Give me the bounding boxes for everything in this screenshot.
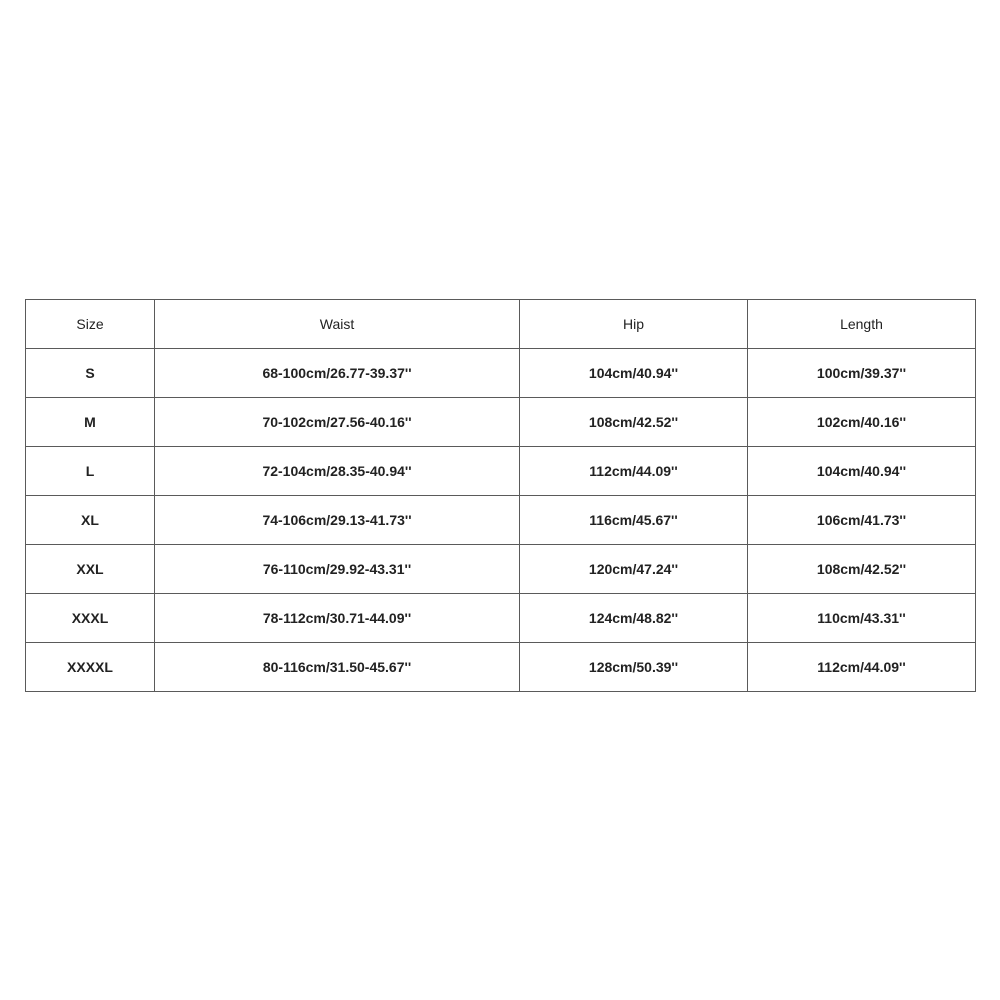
cell-size: S — [26, 349, 155, 398]
header-waist: Waist — [155, 300, 520, 349]
cell-size: XL — [26, 496, 155, 545]
cell-hip: 112cm/44.09'' — [520, 447, 748, 496]
table-row — [26, 398, 976, 447]
header-row — [26, 300, 976, 349]
table-row — [26, 349, 976, 398]
cell-hip: 104cm/40.94'' — [520, 349, 748, 398]
cell-waist: 68-100cm/26.77-39.37'' — [155, 349, 520, 398]
cell-length: 108cm/42.52'' — [748, 545, 976, 594]
table-row — [26, 545, 976, 594]
cell-size: XXL — [26, 545, 155, 594]
cell-waist: 80-116cm/31.50-45.67'' — [155, 643, 520, 692]
cell-length: 104cm/40.94'' — [748, 447, 976, 496]
cell-size: L — [26, 447, 155, 496]
cell-waist: 72-104cm/28.35-40.94'' — [155, 447, 520, 496]
size-chart-table — [25, 299, 976, 692]
cell-size: M — [26, 398, 155, 447]
cell-hip: 120cm/47.24'' — [520, 545, 748, 594]
cell-hip: 128cm/50.39'' — [520, 643, 748, 692]
header-length: Length — [748, 300, 976, 349]
cell-waist: 76-110cm/29.92-43.31'' — [155, 545, 520, 594]
cell-length: 110cm/43.31'' — [748, 594, 976, 643]
header-hip: Hip — [520, 300, 748, 349]
cell-hip: 116cm/45.67'' — [520, 496, 748, 545]
cell-hip: 124cm/48.82'' — [520, 594, 748, 643]
cell-length: 102cm/40.16'' — [748, 398, 976, 447]
cell-length: 112cm/44.09'' — [748, 643, 976, 692]
table-row — [26, 496, 976, 545]
cell-length: 100cm/39.37'' — [748, 349, 976, 398]
table-row — [26, 594, 976, 643]
header-size: Size — [26, 300, 155, 349]
cell-waist: 74-106cm/29.13-41.73'' — [155, 496, 520, 545]
cell-length: 106cm/41.73'' — [748, 496, 976, 545]
cell-size: XXXXL — [26, 643, 155, 692]
table-row — [26, 447, 976, 496]
cell-waist: 70-102cm/27.56-40.16'' — [155, 398, 520, 447]
cell-waist: 78-112cm/30.71-44.09'' — [155, 594, 520, 643]
table-row — [26, 643, 976, 692]
cell-size: XXXL — [26, 594, 155, 643]
cell-hip: 108cm/42.52'' — [520, 398, 748, 447]
